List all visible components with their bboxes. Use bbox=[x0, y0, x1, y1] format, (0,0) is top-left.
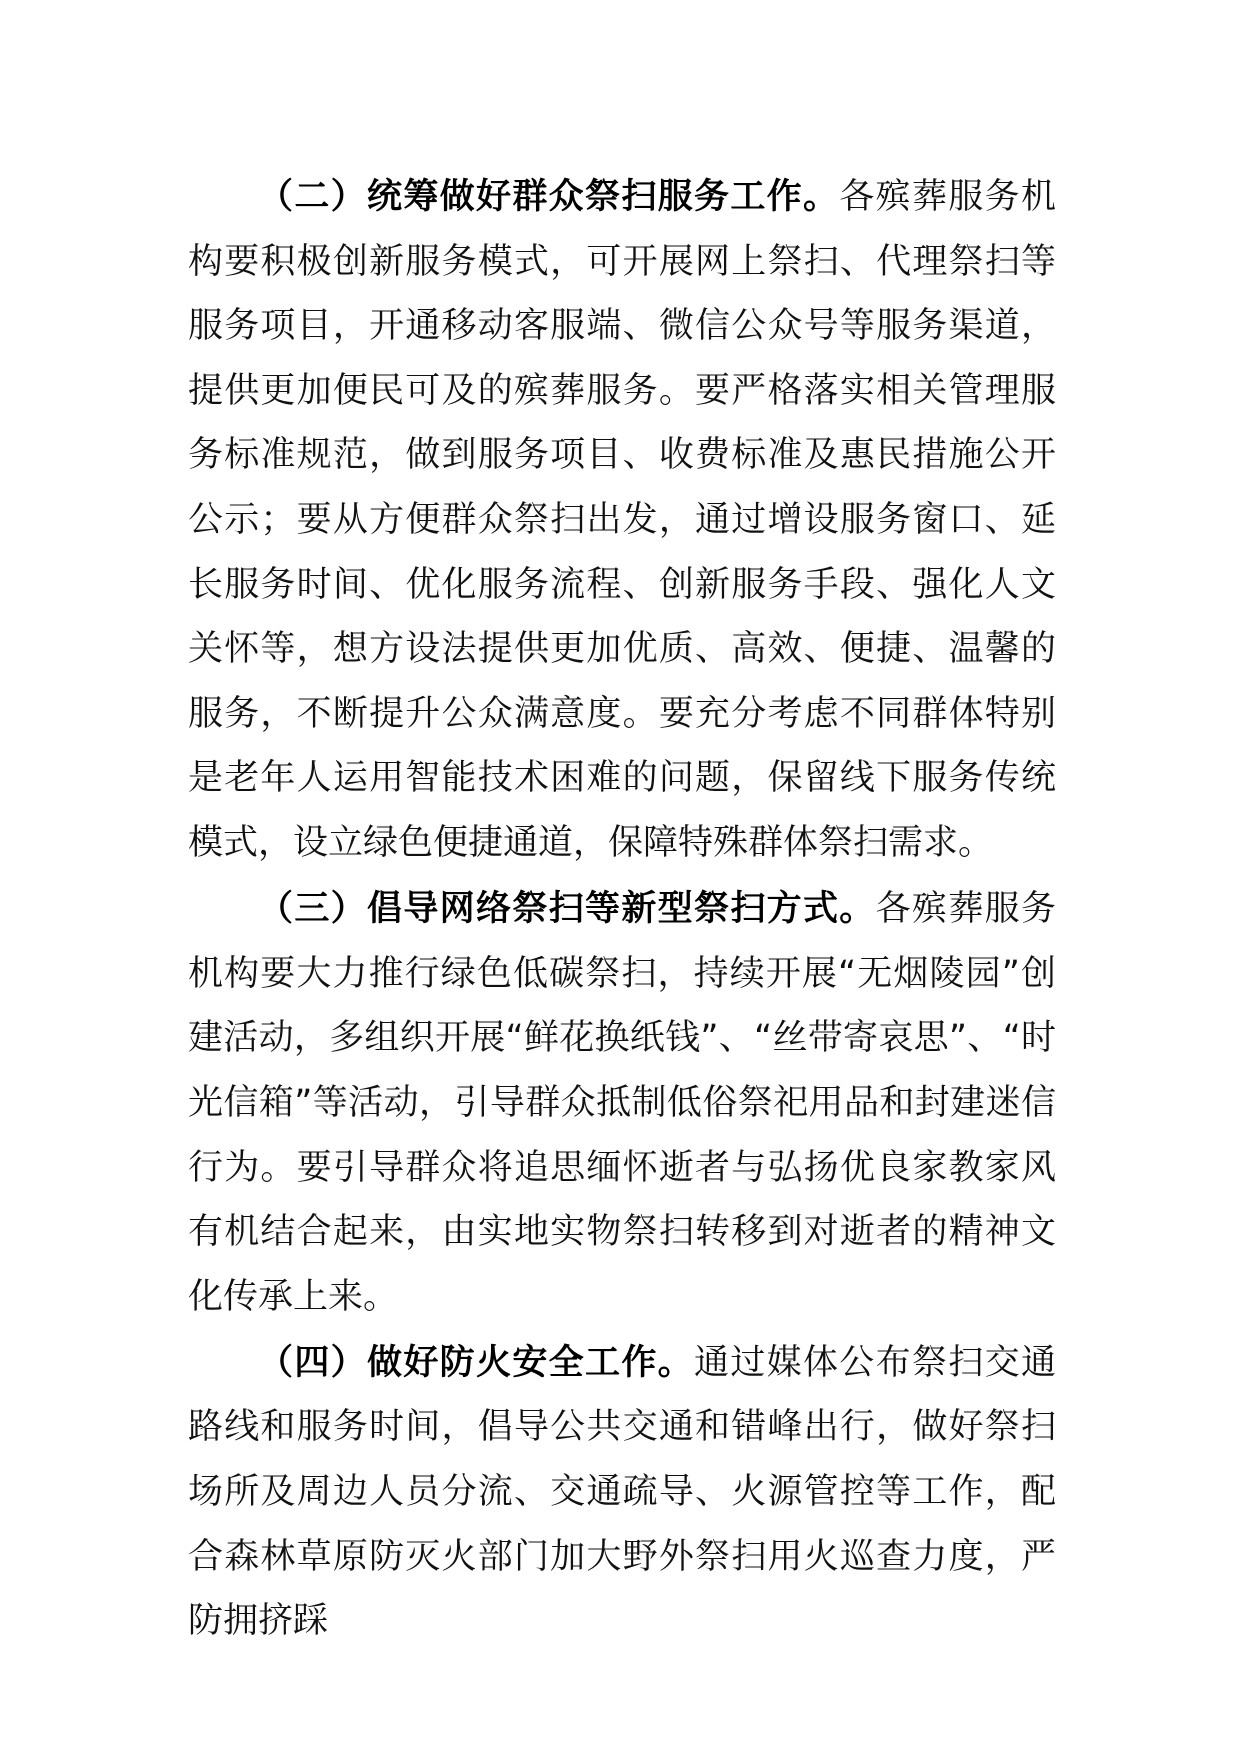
section-3-paragraph bbox=[188, 877, 1056, 1329]
document-body bbox=[188, 165, 1056, 1655]
section-3-heading: （三）倡导网络祭扫等新型祭扫方式。 bbox=[258, 889, 876, 930]
section-2-paragraph bbox=[188, 165, 1056, 876]
section-3-text: 各殡葬服务机构要大力推行绿色低碳祭扫，持续开展“无烟陵园”创建活动，多组织开展“鲜花换纸钱”、“丝带寄哀思”、“时光信箱”等活动，引导群众抵制低俗祭祀用品和封建迷信行为。要引导群众将追思缅怀逝者与弘扬优良家教家风有机结合起来，由实地实物祭扫转移到对逝者的精神文化传承上来。 bbox=[188, 889, 1056, 1317]
section-4-paragraph bbox=[188, 1331, 1056, 1654]
section-2-text: 各殡葬服务机构要积极创新服务模式，可开展网上祭扫、代理祭扫等服务项目，开通移动客服端、微信公众号等服务渠道，提供更加便民可及的殡葬服务。要严格落实相关管理服务标准规范，做到服务项目、收费标准及惠民措施公开公示；要从方便群众祭扫出发，通过增设服务窗口、延长服务时间、优化服务流程、创新服务手段、强化人文关怀等，想方设法提供更加优质、高效、便捷、温馨的服务，不断提升公众满意度。要充分考虑不同群体特别是老年人运用智能技术困难的问题，保留线下服务传统模式，设立绿色便捷通道，保障特殊群体祭扫需求。 bbox=[188, 177, 1056, 863]
section-4-text: 通过媒体公布祭扫交通路线和服务时间，倡导公共交通和错峰出行，做好祭扫场所及周边人员分流、交通疏导、火源管控等工作，配合森林草原防灭火部门加大野外祭扫用火巡查力度，严防拥挤踩 bbox=[188, 1342, 1056, 1642]
section-2-heading: （二）统筹做好群众祭扫服务工作。 bbox=[258, 177, 840, 217]
section-4-heading: （四）做好防火安全工作。 bbox=[258, 1342, 694, 1383]
